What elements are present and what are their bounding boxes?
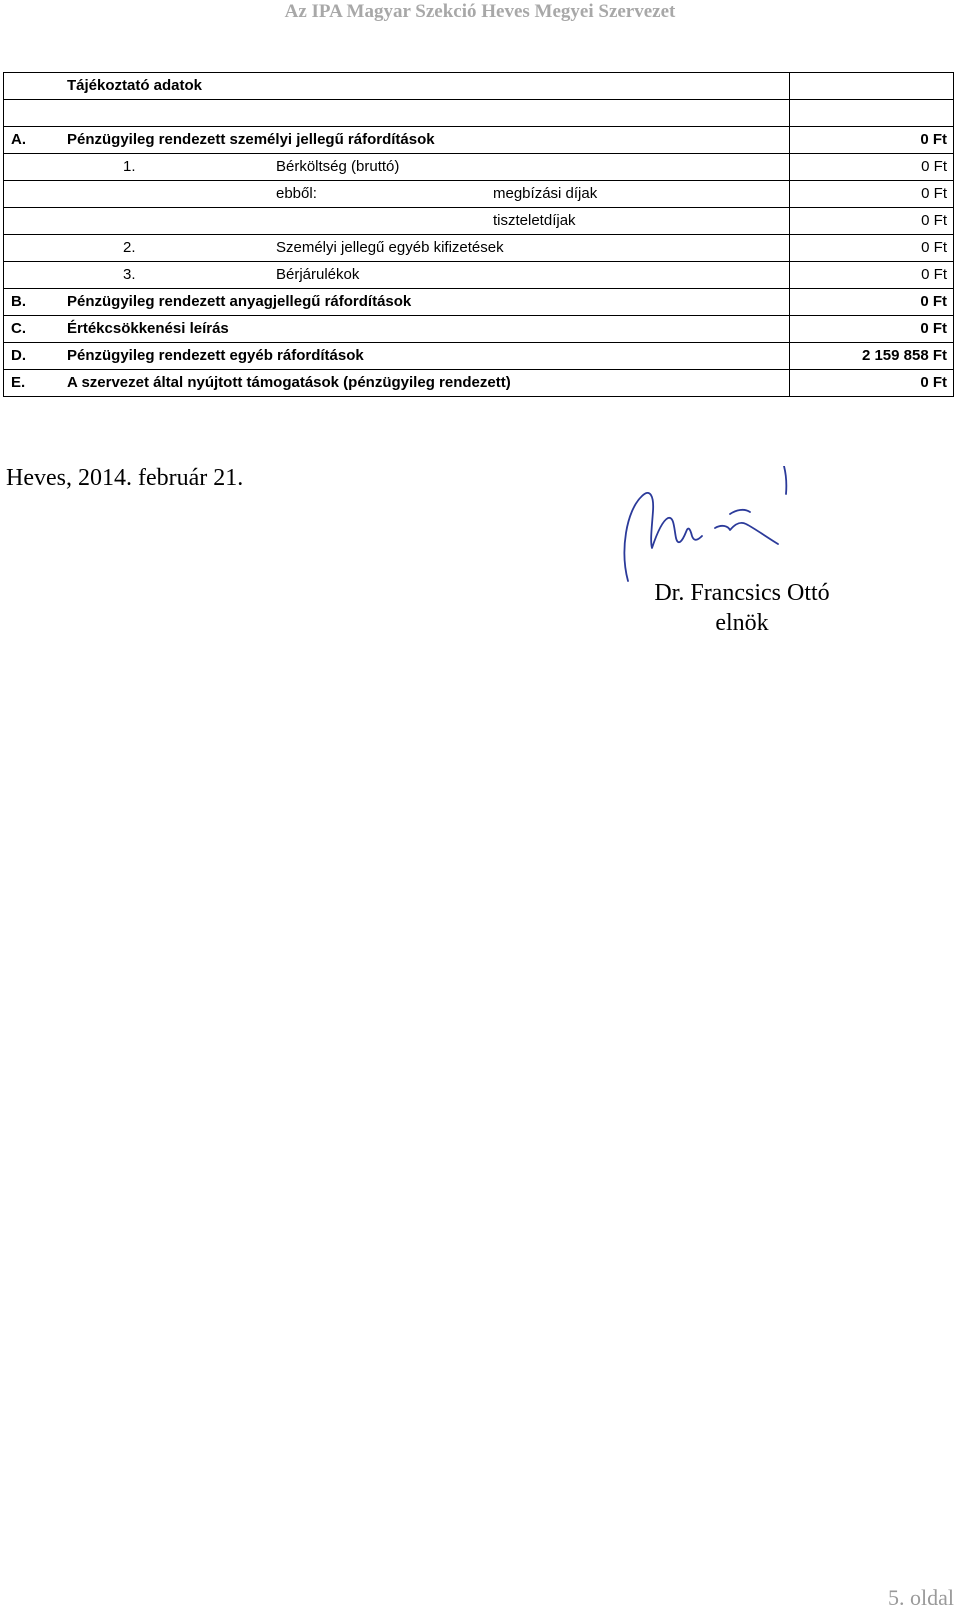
row-label-cell: [4, 154, 790, 181]
row-label-cell: [4, 181, 790, 208]
row-letter: B.: [11, 293, 26, 310]
row-label-cell: [4, 127, 790, 154]
row-label: Pénzügyileg rendezett anyagjellegű ráfordítások: [67, 293, 412, 310]
signatory-title: elnök: [715, 610, 769, 636]
signatory-block: [632, 578, 852, 638]
row-number: 3.: [123, 266, 136, 283]
row-label-cell: [4, 208, 790, 235]
row-label-cell: [4, 316, 790, 343]
signatory-name: Dr. Francsics Ottó: [654, 580, 830, 606]
row-letter: C.: [11, 320, 26, 337]
row-amount: 0 Ft: [790, 235, 954, 262]
row-letter: A.: [11, 131, 26, 148]
table-row: [4, 235, 954, 262]
row-amount: 0 Ft: [790, 370, 954, 397]
table-row: [4, 262, 954, 289]
table-heading-amount-cell: [790, 73, 954, 100]
document-header: Az IPA Magyar Szekció Heves Megyei Szervezet: [284, 1, 676, 22]
place-date: Heves, 2014. február 21.: [6, 465, 244, 491]
table-row: [4, 181, 954, 208]
row-label-cell: [4, 289, 790, 316]
row-amount: 0 Ft: [790, 181, 954, 208]
page-number: 5. oldal: [888, 1585, 954, 1610]
row-label: A szervezet által nyújtott támogatások (pénzügyileg rendezett): [67, 374, 511, 391]
row-label: Pénzügyileg rendezett személyi jellegű ráfordítások: [67, 131, 435, 148]
table-row: [4, 154, 954, 181]
table-row: [4, 208, 954, 235]
row-label: Személyi jellegű egyéb kifizetések: [276, 239, 504, 256]
row-amount: 0 Ft: [790, 154, 954, 181]
empty-amount-cell: [790, 100, 954, 127]
table-row: [4, 370, 954, 397]
row-letter: E.: [11, 374, 26, 391]
row-letter: D.: [11, 347, 26, 364]
row-sublabel: tiszteletdíjak: [493, 212, 576, 229]
row-label: Pénzügyileg rendezett egyéb ráfordítások: [67, 347, 364, 364]
row-label: Értékcsökkenési leírás: [67, 320, 229, 337]
empty-cell: [4, 100, 790, 127]
table-row: [4, 316, 954, 343]
table-row: [4, 127, 954, 154]
table-heading-row: [4, 73, 954, 100]
row-number: 2.: [123, 239, 136, 256]
row-label-cell: [4, 343, 790, 370]
info-table: [3, 72, 954, 397]
row-label-cell: [4, 370, 790, 397]
row-amount: 0 Ft: [790, 208, 954, 235]
table-heading-cell: [4, 73, 790, 100]
row-amount: 0 Ft: [790, 127, 954, 154]
table-row: [4, 289, 954, 316]
row-sublabel: megbízási díjak: [493, 185, 598, 202]
table-heading: Tájékoztató adatok: [67, 77, 203, 94]
row-amount: 0 Ft: [790, 289, 954, 316]
row-number: 1.: [123, 158, 136, 175]
row-amount: 2 159 858 Ft: [790, 343, 954, 370]
row-amount: 0 Ft: [790, 316, 954, 343]
row-label: Bérjárulékok: [276, 266, 360, 283]
row-amount: 0 Ft: [790, 262, 954, 289]
row-label: ebből:: [276, 185, 317, 202]
table-row: [4, 343, 954, 370]
row-label-cell: [4, 235, 790, 262]
row-label-cell: [4, 262, 790, 289]
table-empty-row: [4, 100, 954, 127]
row-label: Bérköltség (bruttó): [276, 158, 400, 175]
